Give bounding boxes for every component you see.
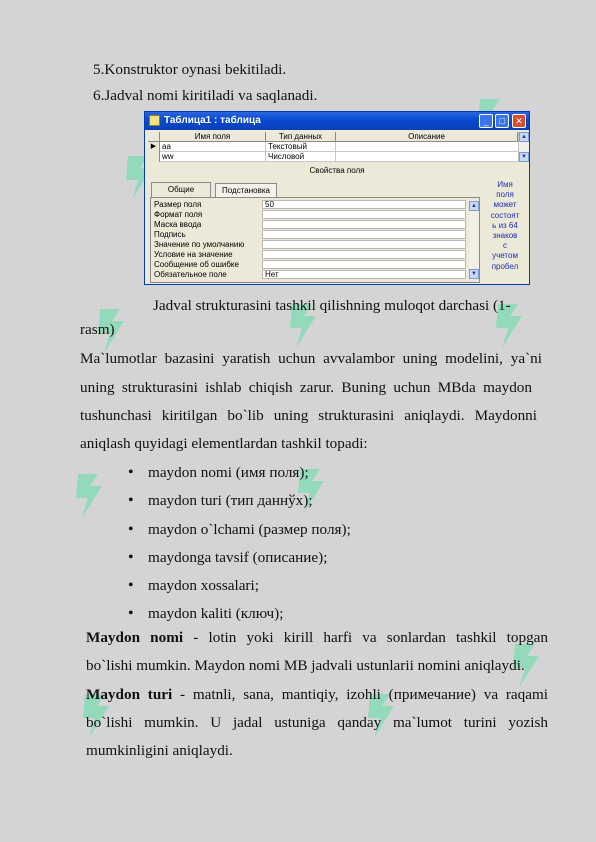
tab-lookup[interactable]: Подстановка xyxy=(215,183,277,197)
maximize-button[interactable]: □ xyxy=(495,114,509,128)
column-header-data-type[interactable]: Тип данных xyxy=(266,132,336,142)
property-value-field[interactable] xyxy=(262,240,466,249)
grid-scrollbar[interactable] xyxy=(518,132,529,162)
list-item: • maydon turi (тип даннўх); xyxy=(128,491,351,519)
list-item: • maydon o`lchami (размер поля); xyxy=(128,520,351,548)
window-title: Таблица1 : таблица xyxy=(164,115,261,126)
table-icon xyxy=(149,115,160,126)
field-name-paragraph-line: bo`lishi mumkin. Maydon nomi MB jadvali ustunlarii nomini aniqlaydi. xyxy=(86,657,525,674)
data-type-cell[interactable]: Числовой xyxy=(266,152,336,162)
property-value-field[interactable] xyxy=(262,230,466,239)
table-row[interactable] xyxy=(160,142,518,152)
property-value-field[interactable] xyxy=(262,260,466,269)
field-type-paragraph-line: mumkinligini aniqlaydi. xyxy=(86,742,233,759)
table-row[interactable] xyxy=(160,152,518,162)
property-row[interactable] xyxy=(154,260,466,270)
intro-paragraph-line: Ma`lumotlar bazasini yaratish uchun avvalambor uning modelini, ya`ni xyxy=(80,350,542,367)
tab-general[interactable]: Общие xyxy=(151,182,211,197)
property-name: Сообщение об ошибке xyxy=(154,260,239,269)
minimize-button[interactable]: _ xyxy=(479,114,493,128)
column-header-description[interactable]: Описание xyxy=(336,132,518,142)
scroll-up-icon[interactable]: ▲ xyxy=(519,132,529,142)
property-row[interactable] xyxy=(154,230,466,240)
intro-paragraph-line: uning strukturasini ishlab chiqish zarur. Buning uchun MBda maydon xyxy=(80,379,532,396)
field-elements-list xyxy=(128,463,351,633)
close-button[interactable]: ✕ xyxy=(512,114,526,128)
list-item: • maydonga tavsif (описание); xyxy=(128,548,351,576)
property-value-field[interactable] xyxy=(262,250,466,259)
figure-caption-line-1: Jadval strukturasini tashkil qilishning muloqot darchasi (1- xyxy=(153,297,511,314)
list-item: • maydon xossalari; xyxy=(128,576,351,604)
property-value-field[interactable]: 50 xyxy=(262,200,466,209)
list-item: • maydon kaliti (ключ); xyxy=(128,604,351,632)
field-type-paragraph-line: bo`lishi mumkin. U jadal ustuniga qanday ma`lumot turini yozish xyxy=(86,714,548,731)
scroll-down-icon[interactable]: ▼ xyxy=(519,152,529,162)
property-name: Размер поля xyxy=(154,200,202,209)
property-row[interactable] xyxy=(154,270,466,280)
field-name-term: Maydon nomi xyxy=(86,629,184,646)
property-name: Обязательное поле xyxy=(154,270,227,279)
scroll-up-icon[interactable]: ▲ xyxy=(469,201,479,211)
table-design-window xyxy=(144,111,530,285)
property-name: Условие на значение xyxy=(154,250,233,259)
field-name-cell[interactable]: aa xyxy=(160,142,266,152)
properties-scrollbar[interactable] xyxy=(469,201,479,279)
step-5-text: 5.Konstruktor oynasi bekitiladi. xyxy=(93,61,287,78)
step-6-text: 6.Jadval nomi kiritiladi va saqlanadi. xyxy=(93,87,318,104)
field-name-paragraph-line xyxy=(86,628,548,648)
row-selector[interactable] xyxy=(148,152,160,162)
property-row[interactable] xyxy=(154,210,466,220)
data-type-cell[interactable]: Текстовый xyxy=(266,142,336,152)
field-name-definition: - lotin yoki kirill harfi va sonlardan tashkil topgan xyxy=(193,629,549,646)
description-cell[interactable] xyxy=(336,152,518,162)
property-row[interactable] xyxy=(154,240,466,250)
column-header-field-name[interactable]: Имя поля xyxy=(160,132,266,142)
figure-caption-line-2: rasm) xyxy=(80,321,115,338)
field-type-term: Maydon turi xyxy=(86,686,173,703)
window-titlebar[interactable] xyxy=(145,112,529,130)
list-item: • maydon nomi (имя поля); xyxy=(128,463,351,491)
current-row-marker[interactable]: ▶ xyxy=(148,142,160,152)
property-row[interactable] xyxy=(154,200,466,210)
watermark-logo-icon xyxy=(68,470,116,522)
description-cell[interactable] xyxy=(336,142,518,152)
field-type-definition: - matnli, sana, mantiqiy, izohli (примечание) va raqami xyxy=(180,686,548,703)
row-selector-header xyxy=(148,132,160,142)
property-help-text: Имя поля может состоят ь из 64 знаков с учетом пробел xyxy=(490,180,520,271)
property-name: Значение по умолчанию xyxy=(154,240,245,249)
intro-paragraph-line: tushunchasi kiritilgan bo`lib uning strukturasini aniqlaydi. Maydonni xyxy=(80,407,537,424)
property-row[interactable] xyxy=(154,220,466,230)
property-name: Формат поля xyxy=(154,210,203,219)
property-name: Маска ввода xyxy=(154,220,202,229)
property-name: Подпись xyxy=(154,230,186,239)
field-name-cell[interactable]: ww xyxy=(160,152,266,162)
intro-paragraph-line: aniqlash quyidagi elementlardan tashkil topadi: xyxy=(80,435,368,452)
field-type-paragraph-line xyxy=(86,685,548,705)
field-properties-panel xyxy=(150,197,480,283)
property-value-field[interactable]: Нет xyxy=(262,270,466,279)
property-value-field[interactable] xyxy=(262,220,466,229)
field-properties-label: Свойства поля xyxy=(309,166,365,175)
scroll-down-icon[interactable]: ▼ xyxy=(469,269,479,279)
property-value-field[interactable] xyxy=(262,210,466,219)
property-row[interactable] xyxy=(154,250,466,260)
